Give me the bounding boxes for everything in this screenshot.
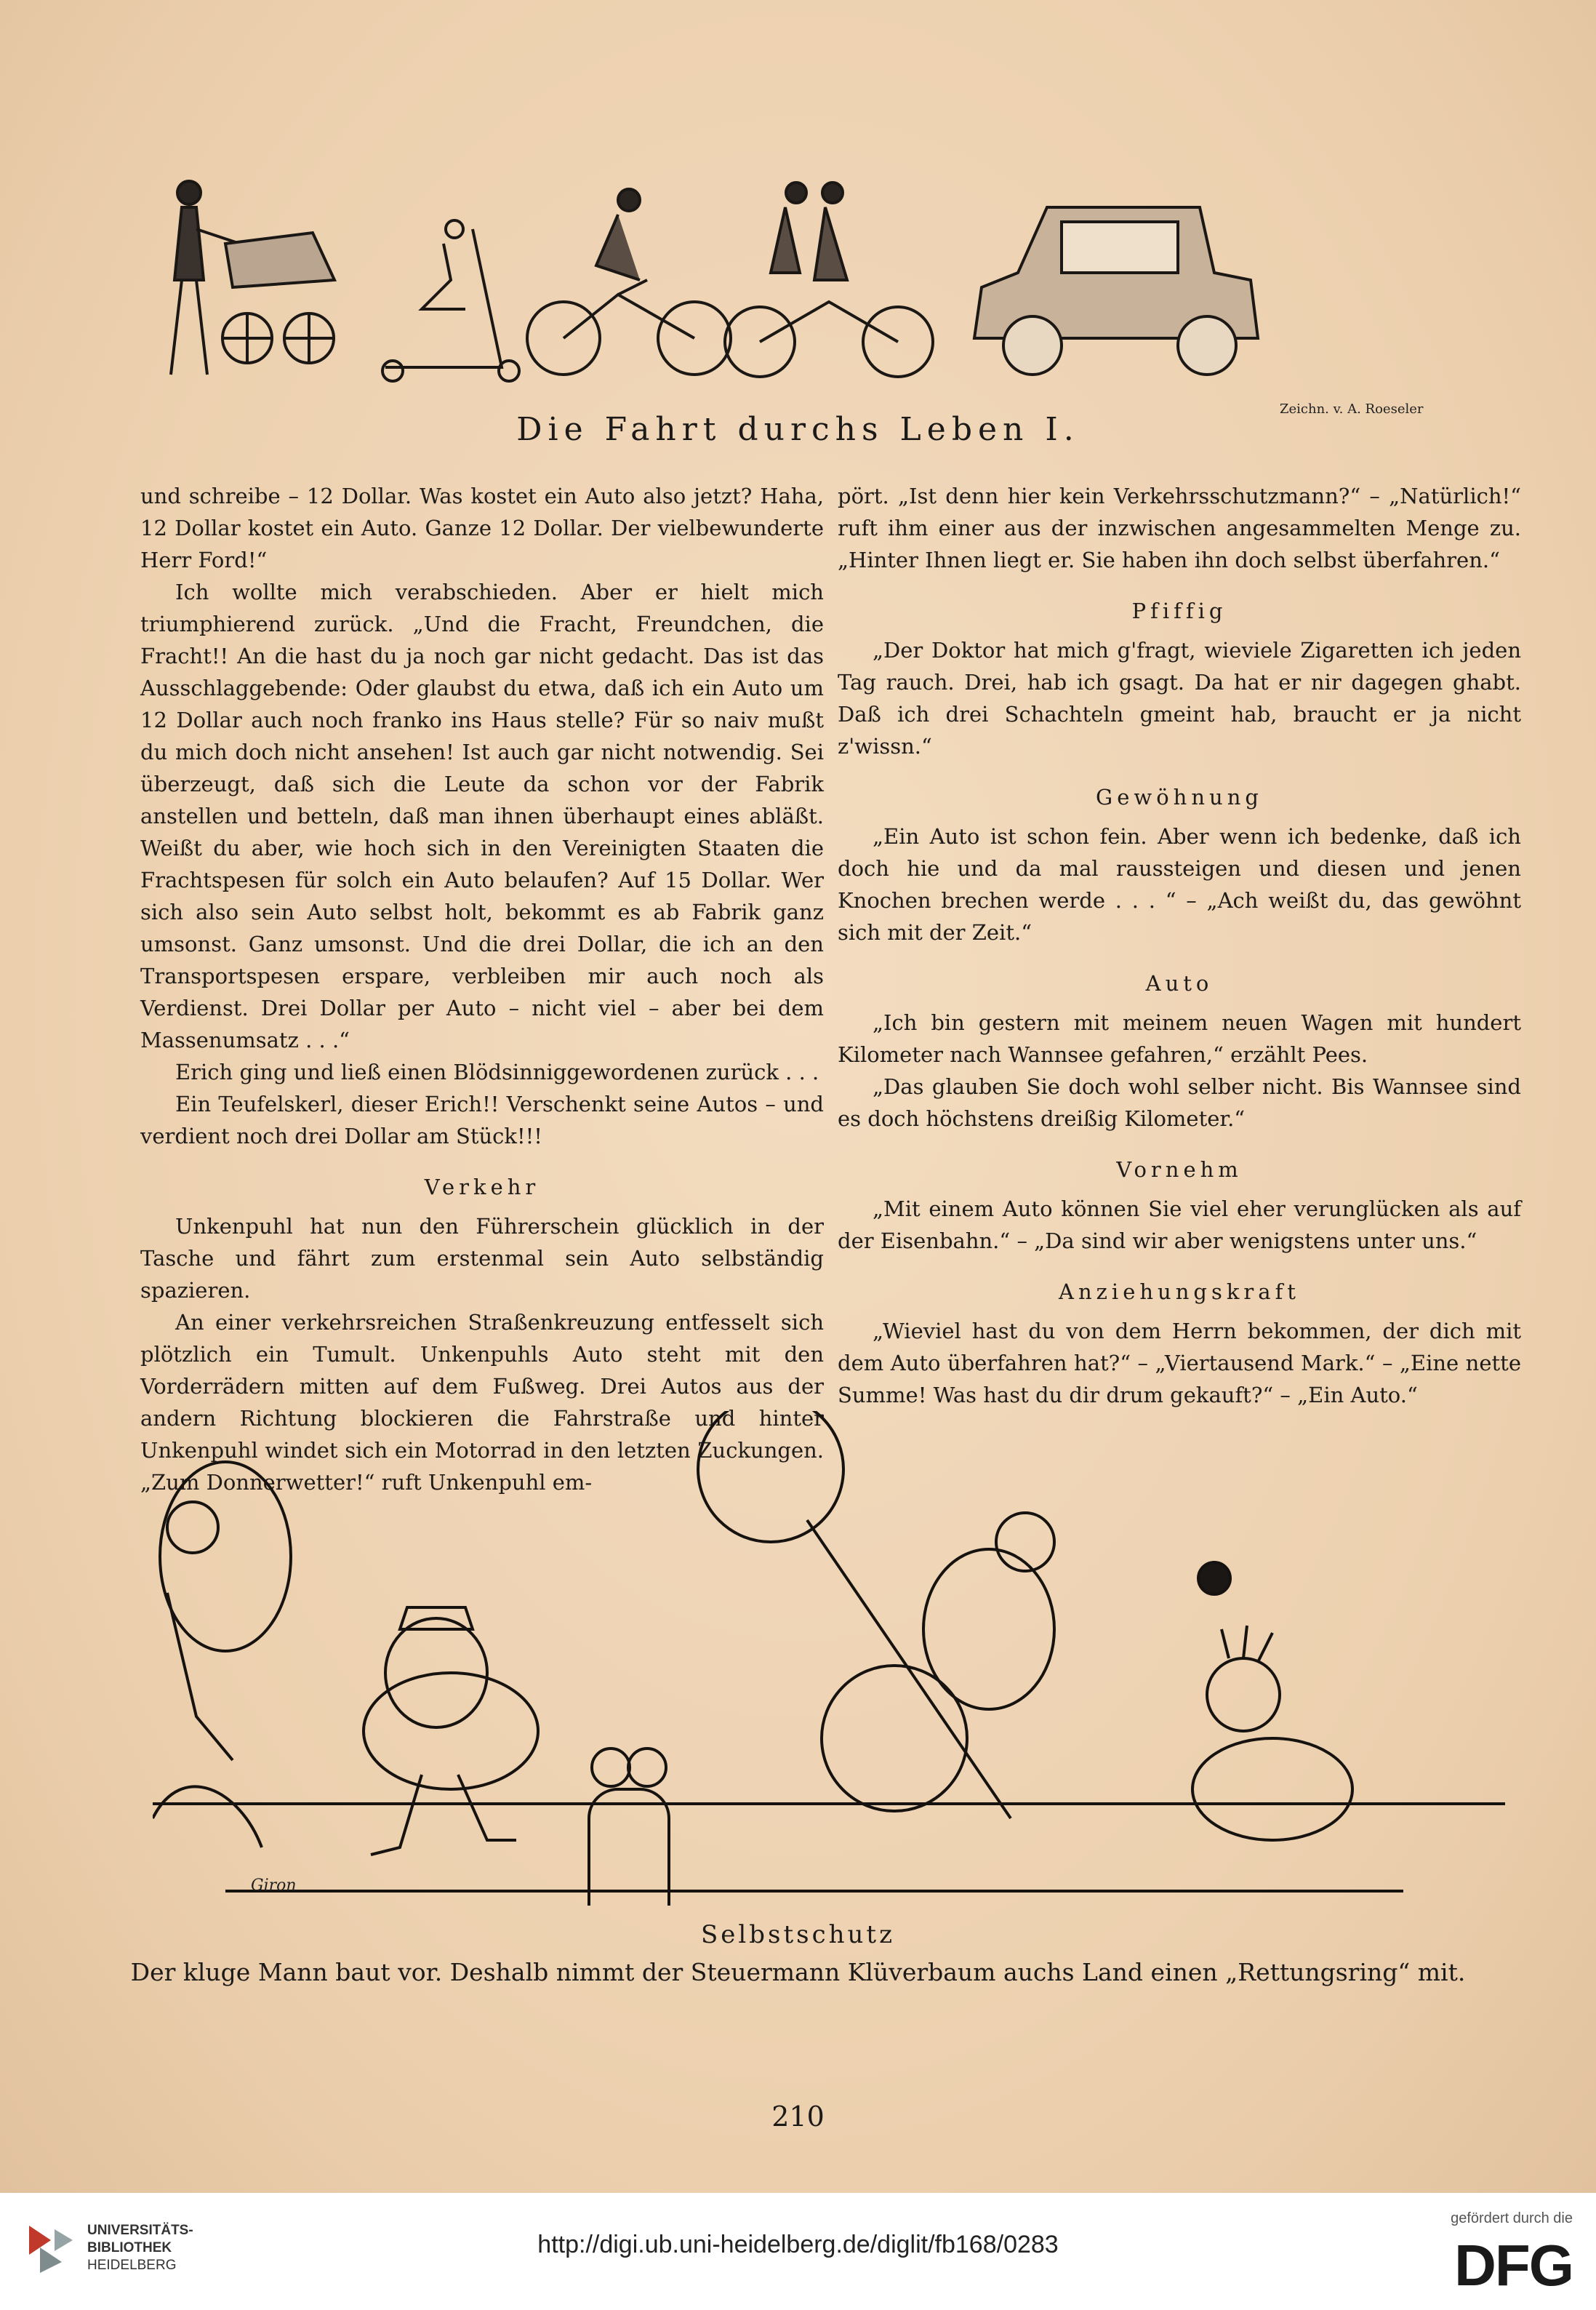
left-text-column xyxy=(140,480,824,1498)
top-caption: Die Fahrt durchs Leben I. xyxy=(516,411,1080,448)
paragraph: An einer verkehrsreichen Straßenkreuzung entfesselt sich plötzlich ein Tumult. Unkenpuhls Auto steht mit den Vorderrädern mitten auf dem Fußweg. Drei Autos aus der andern Richtung blockieren die Fahrstraße und hinter Unkenpuhl windet sich ein Motorrad in den letzten Zuckungen. „Zum Donnerwetter!“ ruft Unkenpuhl em- xyxy=(140,1310,824,1495)
bottom-caption xyxy=(0,1920,1596,1986)
couple-on-motorcycle-figure xyxy=(725,183,933,377)
section-heading: Anziehungskraft xyxy=(1059,1279,1300,1304)
dfg-logo: DFG xyxy=(1454,2233,1573,2298)
paragraph: Ein Teufelskerl, dieser Erich!! Verschenkt seine Autos – und verdient noch drei Dollar am Stück!!! xyxy=(140,1092,824,1148)
paragraph: „Wieviel hast du von dem Herrn bekommen, der dich mit dem Auto überfahren hat?“ – „Viertausend Mark.“ – „Eine nette Summe! Was hast du dir drum gekauft?“ – „Ein Auto.“ xyxy=(838,1319,1521,1407)
page-number: 210 xyxy=(771,2101,825,2133)
paragraph: und schreibe – 12 Dollar. Was kostet ein Auto also jetzt? Haha, 12 Dollar kostet ein Auto. Ganze 12 Dollar. Der vielbewunderte Herr Ford!“ xyxy=(140,484,824,572)
section-heading: Vornehm xyxy=(1116,1157,1243,1182)
small-motorcyclist-middle xyxy=(589,1749,669,1906)
paragraph: pört. „Ist denn hier kein Verkehrsschutzmann?“ – „Natürlich!“ ruft ihm einer aus der inzwischen angesammelten Menge zu. „Hinter Ihnen liegt er. Sie haben ihn doch selbst überfahren.“ xyxy=(838,484,1521,572)
paragraph: „Das glauben Sie doch wohl selber nicht. Bis Wannsee sind es doch höchstens dreißig Kilometer.“ xyxy=(838,1074,1521,1131)
sailor-with-lifebuoy xyxy=(364,1607,538,1855)
illustration-credit: Zeichn. v. A. Roeseler xyxy=(1280,401,1424,417)
paragraph: Ich wollte mich verabschieden. Aber er hielt mich triumphierend zurück. „Und die Fracht, Freundchen, die Fracht!! An die hast du ja noch gar nicht gedacht. Das ist das Ausschlaggebende: Oder glaubst du etwa, daß ich ein Auto um 12 Dollar auch noch franko ins Haus stelle? Für so naiv mußt du mich doch nicht ansehen! Ist auch gar nicht notwendig. Sei überzeugt, daß sich die Leute da schon vor der Fabrik anstellen und betteln, daß man ihnen überhaupt eines abläßt. Weißt du aber, wie hoch sich in den Vereinigten Staaten die Frachtspesen für solch ein Auto belaufen? Auf 15 Dollar. Wer sich also sein Auto selbst holt, bekommt es ab Fabrik ganz umsonst. Ganz umsonst. Und die drei Dollar, die ich an den Transportspesen erspare, verbleiben mir auch noch als Verdienst. Drei Dollar per Auto – nicht viel – aber bei dem Massenumsatz . . .“ xyxy=(140,580,824,1052)
bottom-caption-title: Selbstschutz xyxy=(700,1920,896,1949)
section-heading: Auto xyxy=(1145,971,1214,996)
library-name-line3: HEIDELBERG xyxy=(87,2258,177,2273)
bottom-cartoon-illustration xyxy=(153,1411,1505,1906)
paragraph: Erich ging und ließ einen Blödsinniggewordenen zurück . . . xyxy=(175,1060,819,1084)
library-name-line1: UNIVERSITÄTS- xyxy=(87,2223,193,2238)
permalink-url[interactable]: http://digi.ub.uni-heidelberg.de/diglit/fb168/0283 xyxy=(537,2231,1059,2258)
large-motorcycle-crash-right xyxy=(698,1411,1054,1818)
fallen-pedestrian xyxy=(1192,1626,1352,1840)
paragraph: „Ein Auto ist schon fein. Aber wenn ich bedenke, daß ich doch hie und da mal raussteigen und diesen und jenen Knochen brechen werde . . . “ – „Ach weißt du, das gewöhnt sich mit der Zeit.“ xyxy=(838,824,1521,945)
section-heading: Verkehr xyxy=(424,1175,540,1199)
artist-signature: Giron xyxy=(251,1877,297,1895)
top-illustration-life-journey xyxy=(145,164,1512,404)
digitization-footer xyxy=(0,2193,1596,2310)
section-heading: Gewöhnung xyxy=(1096,785,1263,810)
woman-with-pram-figure xyxy=(171,181,334,375)
section-heading: Pfiffig xyxy=(1131,599,1227,623)
crashing-motorcyclist-left xyxy=(153,1462,291,1847)
paragraph: Unkenpuhl hat nun den Führerschein glücklich in der Tasche und fährt zum erstenmal sein Auto selbständig spazieren. xyxy=(140,1214,824,1303)
bottom-caption-text: Der kluge Mann baut vor. Deshalb nimmt der Steuermann Klüverbaum auchs Land einen „Rettungsring“ mit. xyxy=(130,1958,1466,1986)
right-text-column xyxy=(838,480,1521,1411)
child-on-scooter-figure xyxy=(382,220,519,381)
funding-note: gefördert durch die xyxy=(1451,2210,1573,2226)
library-name-line2: BIBLIOTHEK xyxy=(87,2240,172,2255)
cyclist-figure xyxy=(527,189,731,375)
car-figure xyxy=(974,207,1258,375)
paragraph: „Ich bin gestern mit meinem neuen Wagen mit hundert Kilometer nach Wannsee gefahren,“ erzählt Pees. xyxy=(838,1010,1521,1067)
paragraph: „Mit einem Auto können Sie viel eher verunglücken als auf der Eisenbahn.“ – „Da sind wir aber wenigstens unter uns.“ xyxy=(838,1196,1521,1253)
flying-hat xyxy=(1198,1562,1230,1594)
paragraph: „Der Doktor hat mich g'fragt, wieviele Zigaretten ich jeden Tag rauch. Drei, hab ich gsagt. Da hat er nir dagegen ghabt. Daß ich drei Schachteln gmeint hab, braucht er ja nicht z'wissn.“ xyxy=(838,638,1521,759)
